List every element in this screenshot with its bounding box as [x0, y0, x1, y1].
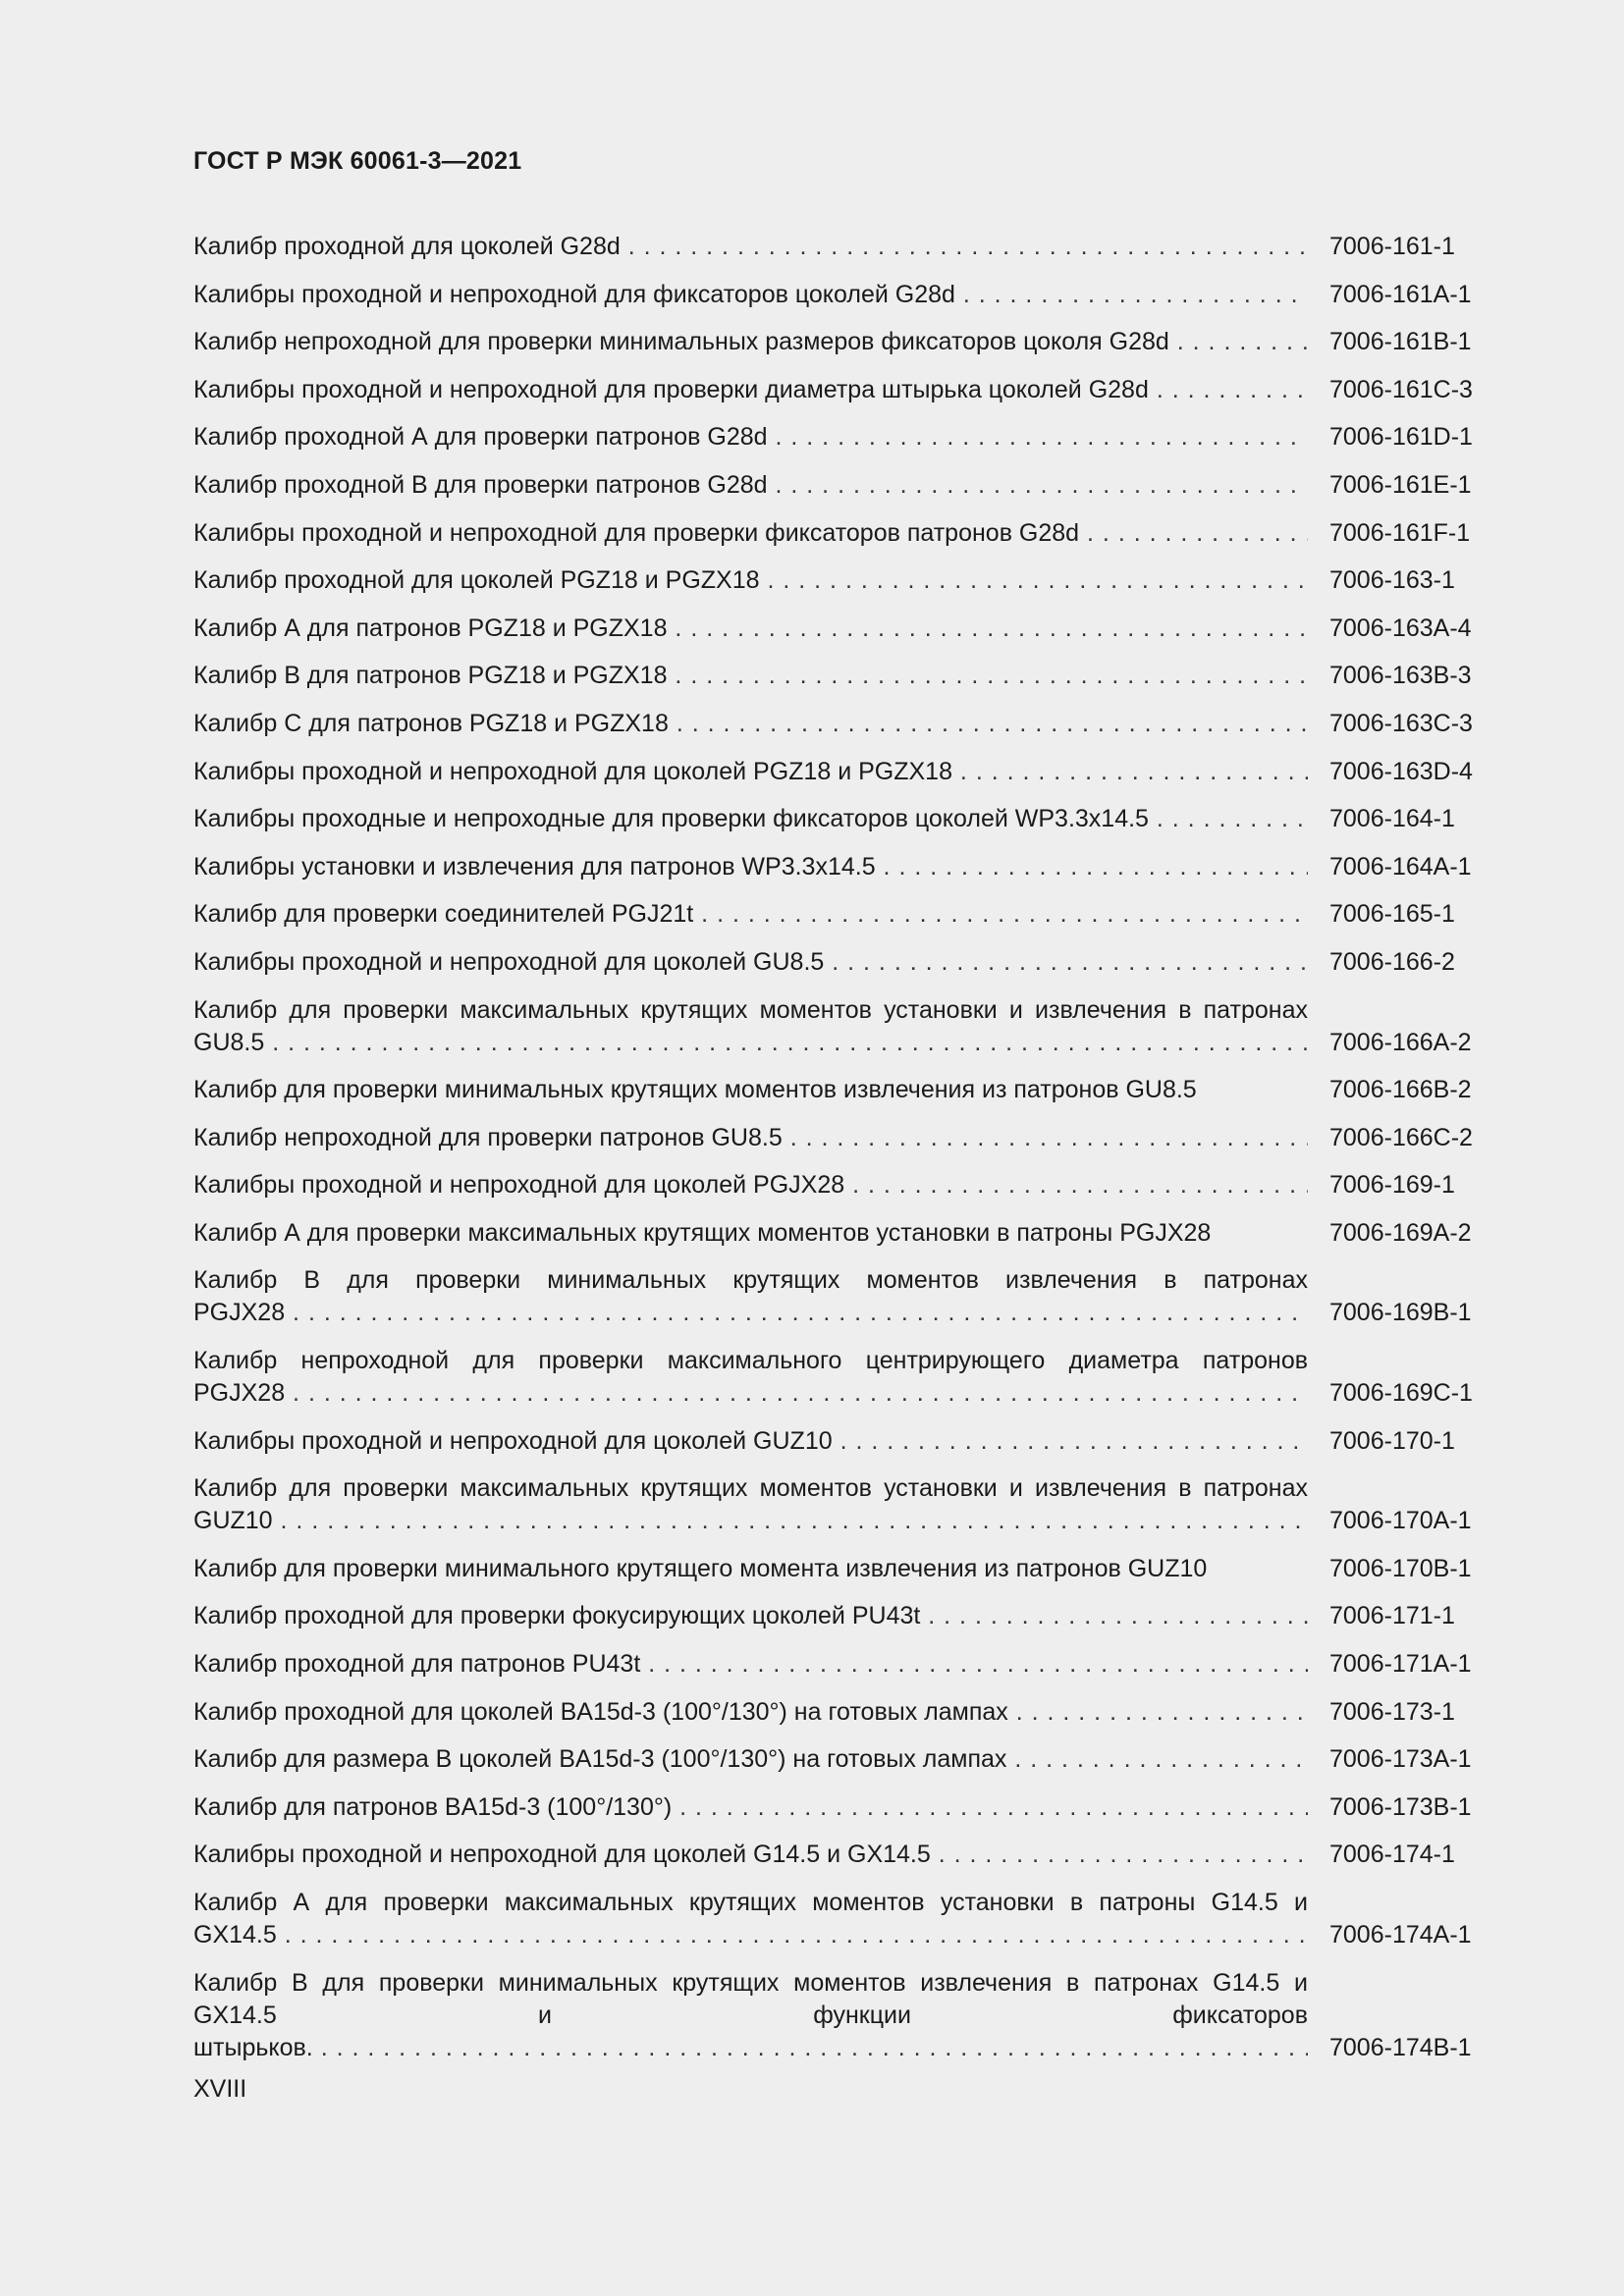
- toc-entry: [193, 279, 1489, 311]
- entry-code: 7006-161F-1: [1329, 518, 1471, 547]
- entry-title: Калибр непроходной для проверки патронов GU8.5 . . .: [193, 1124, 1308, 1151]
- entry-code: 7006-174-1: [1329, 1841, 1455, 1869]
- document-header: ГОСТ Р МЭК 60061-3—2021: [193, 147, 522, 175]
- page-number: XVIII: [193, 2075, 247, 2103]
- toc-entry: [193, 374, 1489, 406]
- entry-code: 7006-166C-2: [1329, 1123, 1473, 1151]
- entry-title: Калибр А для проверки максимальных крутящих моментов установки в патроны PGJX28: [193, 1218, 1212, 1247]
- entry-title: Калибры проходной и непроходной для цоколей GUZ10 . . .: [193, 1427, 1308, 1455]
- toc-entry: [193, 1887, 1489, 1951]
- entry-title: Калибр для проверки соединителей PGJ21t . . .: [193, 900, 1308, 928]
- toc-entry: [193, 898, 1489, 931]
- entry-title: Калибр для проверки максимальных крутящих моментов установки и извлечения в патронах GU8.5 . . .: [193, 996, 1308, 1056]
- entry-code: 7006-170A-1: [1329, 1507, 1472, 1535]
- toc-entry: [193, 1553, 1489, 1585]
- entry-code: 7006-163-1: [1329, 566, 1455, 595]
- entry-title: Калибр проходной для цоколей G28d . . .: [193, 233, 1308, 260]
- toc-entry: [193, 1472, 1489, 1537]
- toc-entry: [193, 1217, 1489, 1250]
- entry-code: 7006-163D-4: [1329, 757, 1473, 785]
- toc-entry: [193, 660, 1489, 692]
- entry-code: 7006-171-1: [1329, 1602, 1455, 1630]
- entry-title: Калибр В для патронов PGZ18 и PGZX18 . . .: [193, 662, 1308, 689]
- toc-entry: [193, 946, 1489, 979]
- toc-entry: [193, 1839, 1489, 1871]
- entry-code: 7006-163C-3: [1329, 709, 1473, 737]
- table-of-contents: [193, 231, 1489, 2079]
- entry-code: 7006-161C-3: [1329, 375, 1473, 403]
- entry-title: Калибр А для проверки максимальных крутящих моментов установки в патроны G14.5 и GX14.5 . . .: [193, 1889, 1308, 1949]
- entry-code: 7006-161D-1: [1329, 423, 1473, 452]
- toc-entry: [193, 994, 1489, 1059]
- toc-entry: [193, 708, 1489, 740]
- entry-code: 7006-163A-4: [1329, 614, 1472, 642]
- toc-entry: [193, 1122, 1489, 1154]
- entry-title: Калибр для размера В цоколей BA15d-3 (100°/130°) на готовых лампах . . .: [193, 1745, 1308, 1773]
- entry-code: 7006-164-1: [1329, 805, 1455, 833]
- toc-entry: [193, 517, 1489, 550]
- entry-title: Калибр В для проверки минимальных крутящих моментов извлечения в патронах PGJX28 . . .: [193, 1266, 1308, 1326]
- toc-entry: [193, 1264, 1489, 1329]
- toc-entry: [193, 1074, 1489, 1106]
- toc-entry: [193, 1791, 1489, 1824]
- entry-title: Калибр проходной для цоколей BA15d-3 (100°/130°) на готовых лампах . . .: [193, 1698, 1308, 1726]
- entry-title: Калибр проходной А для проверки патронов G28d . . .: [193, 423, 1308, 451]
- toc-entry: [193, 1169, 1489, 1201]
- entry-code: 7006-174A-1: [1329, 1921, 1472, 1949]
- toc-entry: [193, 756, 1489, 788]
- entry-title: Калибр для патронов BA15d-3 (100°/130°) . . .: [193, 1793, 1308, 1821]
- entry-code: 7006-169C-1: [1329, 1379, 1473, 1408]
- toc-entry: [193, 564, 1489, 597]
- entry-code: 7006-170B-1: [1329, 1554, 1472, 1582]
- entry-title: Калибр непроходной для проверки максимального центрирующего диаметра патронов PGJX28 . . .: [193, 1347, 1308, 1407]
- toc-entry: [193, 1345, 1489, 1410]
- entry-title: Калибры проходной и непроходной для фиксаторов цоколей G28d . . .: [193, 281, 1308, 308]
- entry-title: Калибр проходной В для проверки патронов G28d . . .: [193, 471, 1308, 499]
- entry-title: Калибр В для проверки минимальных крутящих моментов извлечения в патронах G14.5 и GX14.5 и функции фиксаторов штырьков. . . .: [193, 1969, 1308, 2061]
- entry-title: Калибр для проверки максимальных крутящих моментов установки и извлечения в патронах GUZ10 . . .: [193, 1474, 1308, 1534]
- entry-title: Калибры проходной и непроходной для цоколей G14.5 и GX14.5 . . .: [193, 1841, 1308, 1868]
- toc-entry: [193, 1696, 1489, 1729]
- toc-entry: [193, 469, 1489, 502]
- entry-title: Калибр С для патронов PGZ18 и PGZX18 . . .: [193, 710, 1308, 737]
- entry-title: Калибры проходной и непроходной для цоколей PGJX28 . . .: [193, 1171, 1308, 1199]
- entry-code: 7006-163B-3: [1329, 662, 1472, 690]
- entry-title: Калибр проходной для патронов PU43t . . .: [193, 1650, 1308, 1678]
- entry-code: 7006-165-1: [1329, 900, 1455, 929]
- toc-entry: [193, 1425, 1489, 1458]
- toc-entry: [193, 1648, 1489, 1681]
- entry-code: 7006-169A-2: [1329, 1218, 1472, 1247]
- toc-entry: [193, 613, 1489, 645]
- entry-code: 7006-173-1: [1329, 1697, 1455, 1726]
- toc-entry: [193, 803, 1489, 835]
- entry-code: 7006-166B-2: [1329, 1076, 1472, 1104]
- entry-code: 7006-164A-1: [1329, 852, 1472, 881]
- entry-title: Калибр для проверки минимального крутящего момента извлечения из патронов GUZ10: [193, 1554, 1208, 1582]
- entry-code: 7006-173B-1: [1329, 1792, 1472, 1821]
- entry-code: 7006-170-1: [1329, 1426, 1455, 1455]
- entry-code: 7006-174B-1: [1329, 2033, 1472, 2061]
- entry-title: Калибр проходной для проверки фокусирующих цоколей PU43t . . .: [193, 1602, 1308, 1629]
- entry-title: Калибр непроходной для проверки минимальных размеров фиксаторов цоколя G28d . . .: [193, 328, 1308, 355]
- entry-code: 7006-161A-1: [1329, 280, 1472, 308]
- toc-entry: [193, 1967, 1489, 2064]
- toc-entry: [193, 1743, 1489, 1776]
- entry-code: 7006-166-2: [1329, 947, 1455, 976]
- entry-code: 7006-161E-1: [1329, 470, 1472, 499]
- entry-code: 7006-169-1: [1329, 1171, 1455, 1200]
- entry-title: Калибры проходной и непроходной для цоколей GU8.5 . . .: [193, 948, 1308, 976]
- toc-entry: [193, 851, 1489, 883]
- toc-entry: [193, 1600, 1489, 1632]
- entry-code: 7006-161-1: [1329, 233, 1455, 260]
- entry-title: Калибры установки и извлечения для патронов WP3.3x14.5 . . .: [193, 853, 1308, 881]
- entry-title: Калибры проходной и непроходной для проверки диаметра штырька цоколей G28d . . .: [193, 376, 1308, 403]
- entry-code: 7006-171A-1: [1329, 1650, 1472, 1679]
- entry-title: Калибр для проверки минимальных крутящих моментов извлечения из патронов GU8.5: [193, 1076, 1197, 1104]
- entry-title: Калибры проходной и непроходной для проверки фиксаторов патронов G28d . . .: [193, 519, 1308, 547]
- toc-entry: [193, 421, 1489, 454]
- entry-code: 7006-161B-1: [1329, 328, 1472, 356]
- toc-entry: [193, 326, 1489, 358]
- entry-title: Калибры проходной и непроходной для цоколей PGZ18 и PGZX18 . . .: [193, 758, 1308, 785]
- entry-code: 7006-166A-2: [1329, 1028, 1472, 1056]
- entry-code: 7006-173A-1: [1329, 1745, 1472, 1774]
- entry-title: Калибр А для патронов PGZ18 и PGZX18 . . .: [193, 614, 1308, 642]
- toc-entry: [193, 231, 1489, 263]
- entry-code: 7006-169B-1: [1329, 1299, 1472, 1327]
- entry-title: Калибры проходные и непроходные для проверки фиксаторов цоколей WP3.3x14.5 . . .: [193, 805, 1308, 832]
- entry-title: Калибр проходной для цоколей PGZ18 и PGZX18 . . .: [193, 566, 1308, 594]
